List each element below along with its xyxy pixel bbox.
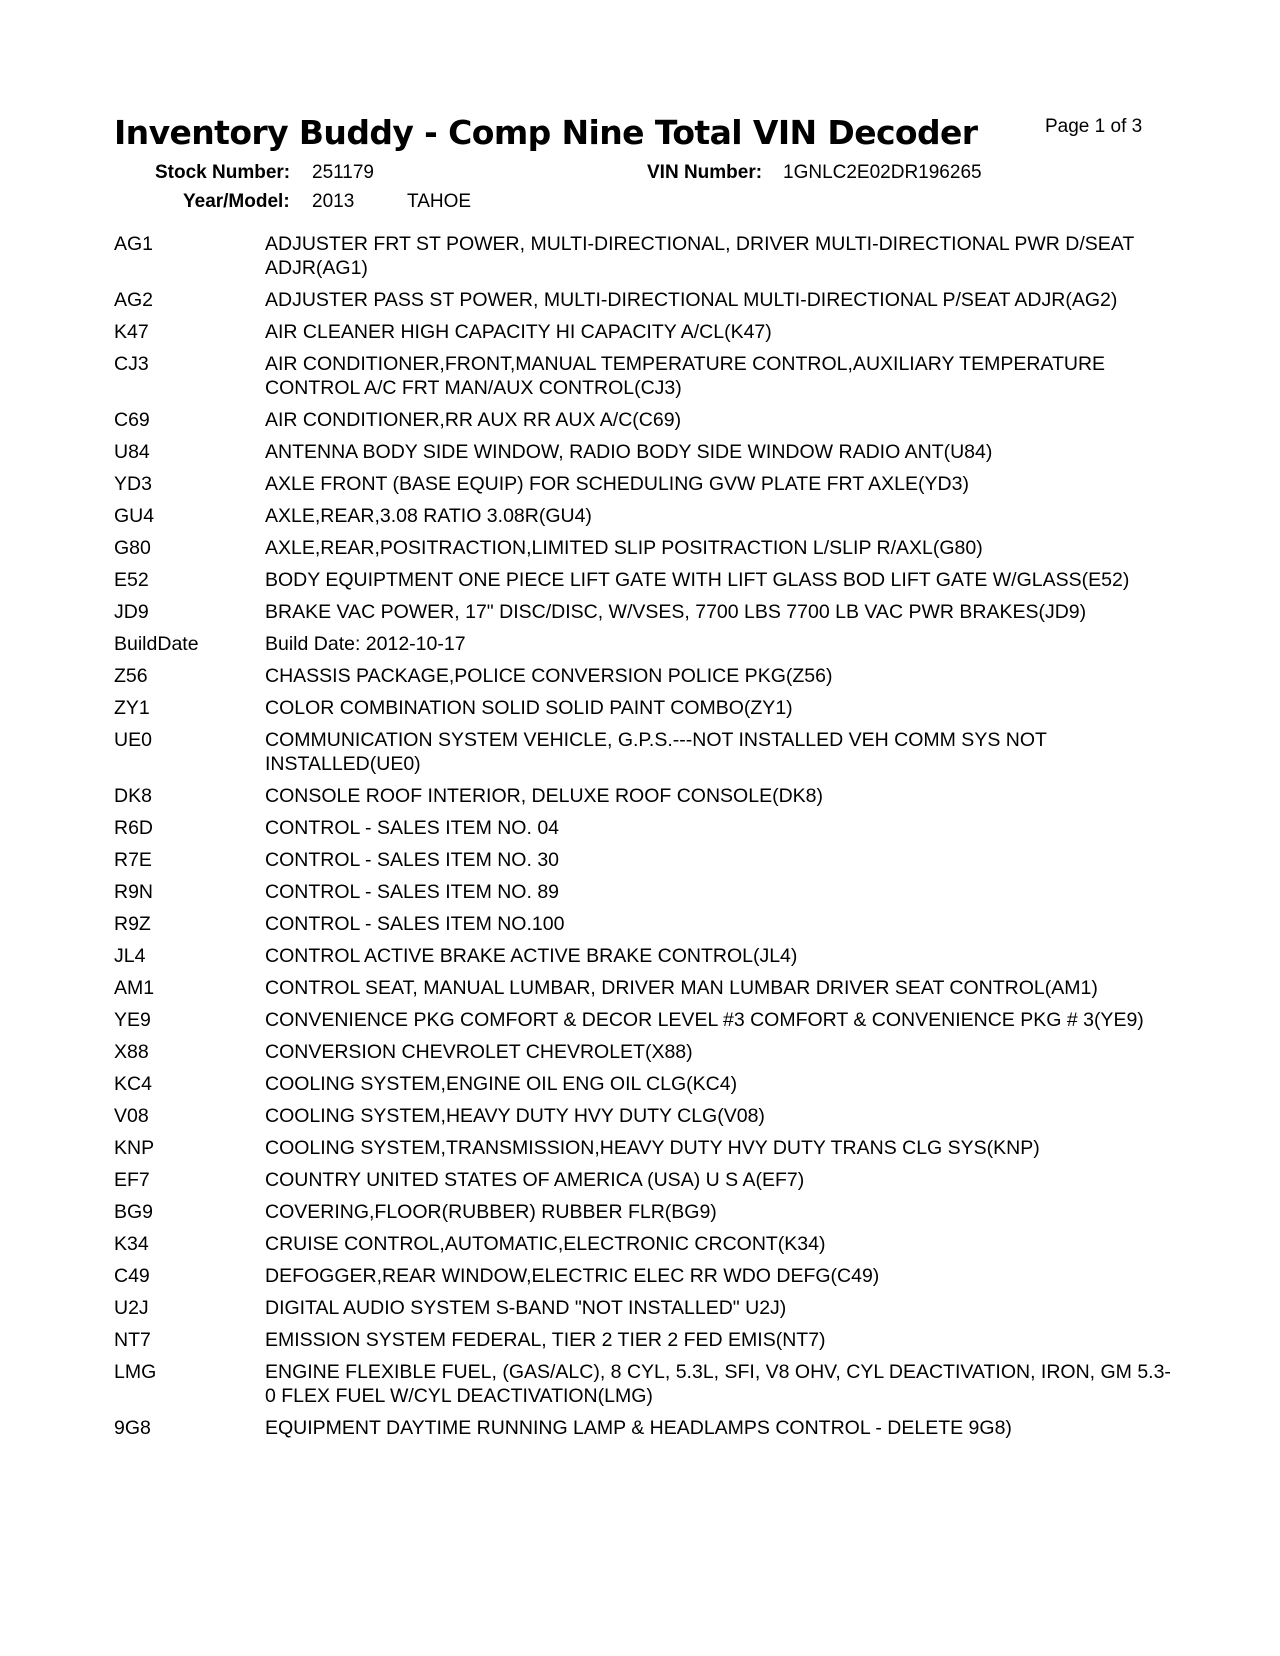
option-row [114,352,1174,400]
option-description: CONTROL ACTIVE BRAKE ACTIVE BRAKE CONTROL(JL4) [265,945,798,967]
option-description: COOLING SYSTEM,ENGINE OIL ENG OIL CLG(KC4) [265,1073,738,1095]
option-description: COVERING,FLOOR(RUBBER) RUBBER FLR(BG9) [265,1201,717,1223]
option-code: C49 [114,1265,150,1287]
model-value: TAHOE [407,191,472,212]
option-description: COMMUNICATION SYSTEM VEHICLE, G.P.S.---NOT INSTALLED VEH COMM SYS NOT INSTALLED(UE0) [265,729,1047,775]
option-row [114,1040,1174,1064]
option-description: Build Date: 2012-10-17 [265,633,466,655]
option-row [114,880,1174,904]
option-row [114,1296,1174,1320]
option-row [114,848,1174,872]
option-description: ADJUSTER PASS ST POWER, MULTI-DIRECTIONAL MULTI-DIRECTIONAL P/SEAT ADJR(AG2) [265,289,1118,311]
option-code: K34 [114,1233,149,1255]
option-code: V08 [114,1105,149,1127]
option-row [114,440,1174,464]
option-row [114,1200,1174,1224]
option-code: C69 [114,409,150,431]
option-row [114,536,1174,560]
option-row [114,1328,1174,1352]
option-description: CONVENIENCE PKG COMFORT & DECOR LEVEL #3 COMFORT & CONVENIENCE PKG # 3(YE9) [265,1009,1144,1031]
option-row [114,320,1174,344]
option-description: DEFOGGER,REAR WINDOW,ELECTRIC ELEC RR WDO DEFG(C49) [265,1265,880,1287]
option-row [114,1360,1174,1408]
option-description: AXLE FRONT (BASE EQUIP) FOR SCHEDULING GVW PLATE FRT AXLE(YD3) [265,473,969,495]
stock-number-value: 251179 [312,162,374,183]
option-code: R9N [114,881,154,903]
option-code: LMG [114,1361,157,1383]
option-row [114,1008,1174,1032]
option-code: JD9 [114,601,149,623]
option-description: ANTENNA BODY SIDE WINDOW, RADIO BODY SIDE WINDOW RADIO ANT(U84) [265,441,993,463]
option-code: U84 [114,441,150,463]
option-row [114,944,1174,968]
option-description: AXLE,REAR,POSITRACTION,LIMITED SLIP POSITRACTION L/SLIP R/AXL(G80) [265,537,983,559]
option-description: EMISSION SYSTEM FEDERAL, TIER 2 TIER 2 FED EMIS(NT7) [265,1329,826,1351]
option-code: AG1 [114,233,154,255]
option-code: R7E [114,849,152,871]
option-code: YD3 [114,473,152,495]
option-description: BRAKE VAC POWER, 17" DISC/DISC, W/VSES, 7700 LBS 7700 LB VAC PWR BRAKES(JD9) [265,601,1087,623]
vin-number-label: VIN Number: [647,162,763,183]
option-description: COLOR COMBINATION SOLID SOLID PAINT COMBO(ZY1) [265,697,793,719]
option-code: U2J [114,1297,149,1319]
option-row [114,504,1174,528]
option-row [114,1136,1174,1160]
option-row [114,976,1174,1000]
option-code: EF7 [114,1169,150,1191]
option-row [114,600,1174,624]
option-code: NT7 [114,1329,151,1351]
option-code: YE9 [114,1009,151,1031]
option-row [114,816,1174,840]
options-list [114,232,1174,1448]
year-model-label: Year/Model: [183,191,290,212]
option-row [114,568,1174,592]
option-description: COOLING SYSTEM,HEAVY DUTY HVY DUTY CLG(V08) [265,1105,765,1127]
option-row [114,1072,1174,1096]
option-row [114,1416,1174,1440]
option-code: Z56 [114,665,148,687]
option-description: EQUIPMENT DAYTIME RUNNING LAMP & HEADLAMPS CONTROL - DELETE 9G8) [265,1417,1012,1439]
option-code: UE0 [114,729,152,751]
option-code: KNP [114,1137,155,1159]
option-description: CONTROL - SALES ITEM NO.100 [265,913,565,935]
year-value: 2013 [312,191,355,212]
option-description: COOLING SYSTEM,TRANSMISSION,HEAVY DUTY HVY DUTY TRANS CLG SYS(KNP) [265,1137,1040,1159]
option-description: CONTROL - SALES ITEM NO. 89 [265,881,560,903]
option-code: ZY1 [114,697,150,719]
option-description: AXLE,REAR,3.08 RATIO 3.08R(GU4) [265,505,592,527]
option-row [114,912,1174,936]
option-description: ENGINE FLEXIBLE FUEL, (GAS/ALC), 8 CYL, 5.3L, SFI, V8 OHV, CYL DEACTIVATION, IRON, GM 5.3-0 FLEX FUEL W/CYL DEACTIVATION(LMG) [265,1361,1171,1407]
option-row [114,288,1174,312]
option-description: CRUISE CONTROL,AUTOMATIC,ELECTRONIC CRCONT(K34) [265,1233,826,1255]
option-code: X88 [114,1041,149,1063]
option-row [114,232,1174,280]
option-row [114,696,1174,720]
option-code: G80 [114,537,151,559]
option-row [114,1104,1174,1128]
vin-number-value: 1GNLC2E02DR196265 [783,162,982,183]
page-number: Page 1 of 3 [1045,116,1143,137]
option-row [114,1232,1174,1256]
option-code: JL4 [114,945,146,967]
option-code: AM1 [114,977,155,999]
option-code: KC4 [114,1073,152,1095]
option-description: CHASSIS PACKAGE,POLICE CONVERSION POLICE PKG(Z56) [265,665,833,687]
option-description: CONSOLE ROOF INTERIOR, DELUXE ROOF CONSOLE(DK8) [265,785,823,807]
option-code: GU4 [114,505,155,527]
option-code: DK8 [114,785,152,807]
option-code: R6D [114,817,154,839]
option-description: AIR CONDITIONER,RR AUX RR AUX A/C(C69) [265,409,682,431]
option-description: ADJUSTER FRT ST POWER, MULTI-DIRECTIONAL, DRIVER MULTI-DIRECTIONAL PWR D/SEAT ADJR(AG1) [265,233,1134,279]
option-row [114,784,1174,808]
option-description: CONTROL - SALES ITEM NO. 30 [265,849,560,871]
option-code: CJ3 [114,353,149,375]
option-code: AG2 [114,289,154,311]
option-code: R9Z [114,913,151,935]
option-code: 9G8 [114,1417,151,1439]
option-code: K47 [114,321,149,343]
option-description: CONVERSION CHEVROLET CHEVROLET(X88) [265,1041,693,1063]
stock-number-label: Stock Number: [155,162,291,183]
option-row [114,472,1174,496]
option-description: CONTROL SEAT, MANUAL LUMBAR, DRIVER MAN LUMBAR DRIVER SEAT CONTROL(AM1) [265,977,1098,999]
option-description: AIR CONDITIONER,FRONT,MANUAL TEMPERATURE CONTROL,AUXILIARY TEMPERATURE CONTROL A/C FRT MAN/AUX CONTROL(CJ3) [265,353,1106,399]
option-row [114,664,1174,688]
option-description: BODY EQUIPTMENT ONE PIECE LIFT GATE WITH LIFT GLASS BOD LIFT GATE W/GLASS(E52) [265,569,1130,591]
option-code: BuildDate [114,633,199,655]
option-row [114,1168,1174,1192]
option-description: CONTROL - SALES ITEM NO. 04 [265,817,560,839]
option-code: E52 [114,569,149,591]
page-title: Inventory Buddy - Comp Nine Total VIN Decoder [114,113,978,152]
option-row [114,632,1174,656]
option-description: DIGITAL AUDIO SYSTEM S-BAND "NOT INSTALLED" U2J) [265,1297,787,1319]
option-description: COUNTRY UNITED STATES OF AMERICA (USA) U S A(EF7) [265,1169,805,1191]
option-description: AIR CLEANER HIGH CAPACITY HI CAPACITY A/CL(K47) [265,321,772,343]
option-code: BG9 [114,1201,154,1223]
option-row [114,728,1174,776]
option-row [114,1264,1174,1288]
option-row [114,408,1174,432]
